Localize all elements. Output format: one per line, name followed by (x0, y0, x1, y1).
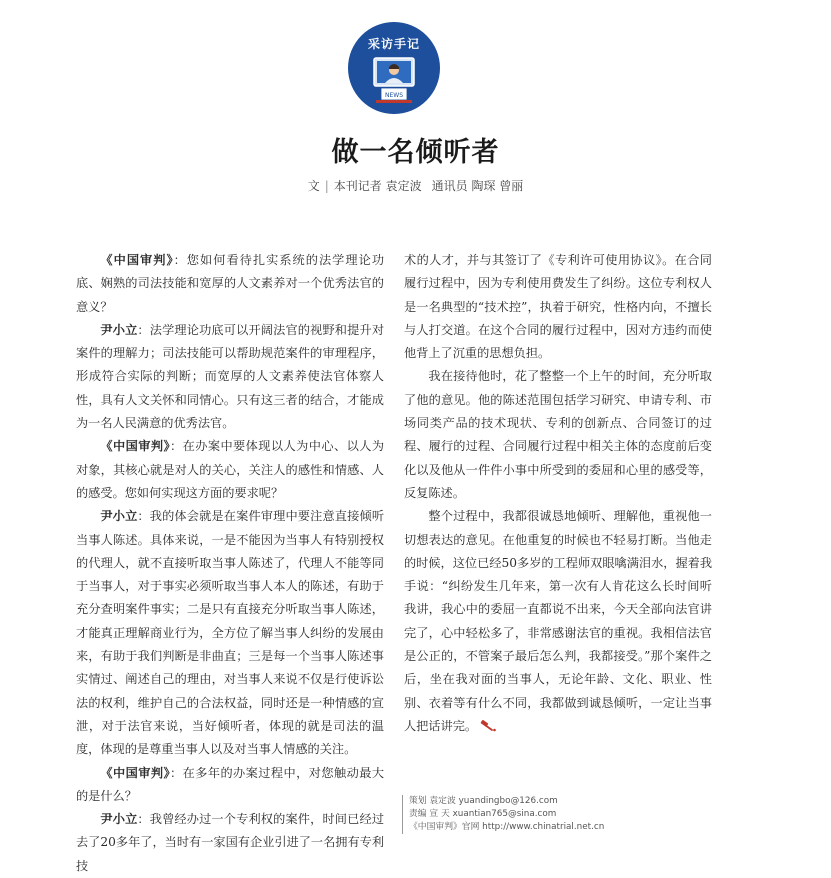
gavel-end-icon (479, 720, 497, 732)
answer-paragraph (76, 808, 384, 878)
article-title: 做一名倾听者 (331, 137, 500, 168)
paragraph-text: ：您如何看待扎实系统的法学理论功底、娴熟的司法技能和宽厚的人文素养对一个优秀法官的意义？ (76, 253, 385, 314)
badge-label: 采访手记 (367, 37, 420, 51)
right-column (404, 249, 712, 738)
svg-text:NEWS: NEWS (384, 92, 404, 99)
paragraph-text: ：在办案中要体现以人为中心、以人为对象，其核心就是对人的关心，关注人的感性和情感、人的感受。您如何实现这方面的要求呢？ (76, 439, 385, 500)
left-column (76, 249, 384, 878)
speaker-name: 尹小立 (100, 322, 138, 337)
speaker-name: 《中国审判》 (100, 765, 170, 780)
byline-reporter: 本刊记者 袁定波 (333, 179, 422, 193)
continuation-paragraph: 术的人才，并与其签订了《专利许可使用协议》。在合同履行过程中，因为专利使用费发生了纠纷。这位专利权人是一名典型的“技术控”，执着于研究，性格内向，不擅长与人打交道。在这个合同的履行过程中，因对方违约而使他背上了沉重的思想负担。 (404, 253, 712, 361)
paragraph-text: 整个过程中，我都很诚恳地倾听、理解他，重视他一切想表达的意见。在他重复的时候也不轻易打断。当他走的时候，这位已经50多岁的工程师双眼噙满泪水，握着我手说：“纠纷发生几年来，第一次有人肯花这么长时间听我讲，我心中的委屈一直都说不出来，今天全部向法官讲完了，心中轻松多了，非常感谢法官的重视。我相信法官是公正的，不管案子最后怎么判，我都接受。”那个案件之后，坐在我对面的当事人，无论年龄、文化、职业、性别、衣着等有什么不同，我都做到诚恳倾听，一定让当事人把话讲完。 (404, 509, 713, 733)
byline-prefix: 文 (307, 179, 320, 193)
question-paragraph (76, 249, 384, 319)
body-paragraph (404, 505, 712, 738)
news-anchor-icon (372, 56, 416, 104)
column-badge (348, 22, 440, 114)
body-paragraph: 我在接待他时，花了整整一个上午的时间，充分听取了他的意见。他的陈述范围包括学习研究、申请专利、市场同类产品的技术现状、专利的创新点、合同签订的过程、履行的过程、合同履行过程中相关主体的态度前后变化以及他从一件件小事中所受到的委屈和心里的感受等，反复陈述。 (404, 369, 712, 500)
credit-planner: 策划 袁定波 yuandingbo@126.com (409, 796, 558, 806)
byline-correspondents: 通讯员 陶琛 曾丽 (431, 179, 524, 193)
question-paragraph (76, 762, 384, 809)
paragraph-text: ：我曾经办过一个专利权的案件，时间已经过去了20多年了，当时有一家国有企业引进了一名拥有专利技 (76, 812, 385, 873)
byline-separator: | (324, 179, 329, 193)
editorial-credits (402, 795, 649, 834)
speaker-name: 尹小立 (100, 509, 138, 524)
paragraph-text: ：法学理论功底可以开阔法官的视野和提升对案件的理解力；司法技能可以帮助规范案件的审理程序，形成符合实际的判断；而宽厚的人文素养使法官体察人性，具有人文关怀和同情心。只有这三者的结合，才能成为一名人民满意的优秀法官。 (76, 322, 385, 431)
answer-paragraph (76, 319, 384, 435)
question-paragraph (76, 435, 384, 505)
credit-editor: 责编 宣 天 xuantian765@sina.com (409, 809, 557, 819)
speaker-name: 《中国审判》 (100, 439, 170, 454)
credit-website: 《中国审判》官网 http://www.chinatrial.net.cn (409, 822, 605, 832)
paragraph-text: ：在多年的办案过程中，对您触动最大的是什么？ (76, 765, 385, 803)
speaker-name: 《中国审判》 (100, 253, 174, 267)
answer-paragraph (76, 505, 384, 761)
speaker-name: 尹小立 (100, 812, 138, 827)
paragraph-text: ：我的体会就是在案件审理中要注意直接倾听当事人陈述。具体来说，一是不能因为当事人有特别授权的代理人，就不直接听取当事人陈述了，代理人不能等同于当事人，对于事实必须听取当事人本人的陈述，有助于充分查明案件事实；二是只有直接充分听取当事人陈述，才能真正理解商业行为，全方位了解当事人纠纷的发展由来，有助于我们判断是非曲直；三是每一个当事人陈述事实情过、阐述自己的理由，对当事人来说不仅是行使诉讼法的权利，维护自己的合法权益，同时还是一种情感的宣泄，对于法官来说，当好倾听者，体现的就是司法的温度，体现的是尊重当事人以及对当事人情感的关注。 (76, 509, 385, 757)
byline (0, 177, 831, 194)
